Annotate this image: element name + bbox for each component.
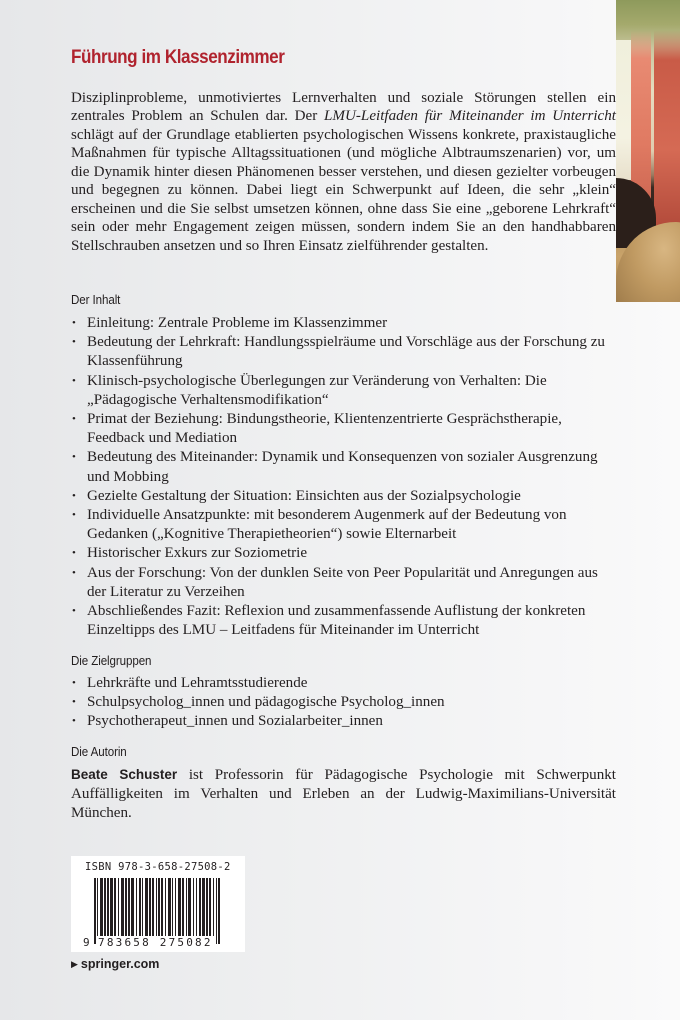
author-heading: Die Autorin — [71, 745, 127, 759]
bullet-icon: • — [72, 374, 76, 387]
list-item: • Lehrkräfte und Lehramtsstudierende — [71, 674, 616, 693]
list-item: • Bedeutung der Lehrkraft: Handlungsspielräume und Vorschläge aus der Forschung zu Klassenführung — [72, 334, 605, 370]
list-item: • Klinisch-psychologische Überlegungen zur Veränderung von Verhalten: Die „Pädagogische Verhaltensmodifikation“ — [72, 372, 547, 408]
author-name: Beate Schuster — [71, 767, 178, 782]
list-item: • Gezielte Gestaltung der Situation: Einsichten aus der Sozialpsychologie — [71, 487, 616, 506]
cover-photo-strip — [616, 0, 680, 302]
bullet-icon: • — [72, 336, 76, 349]
bullet-icon: • — [72, 489, 76, 502]
list-item: • Aus der Forschung: Von der dunklen Seite von Peer Popularität und Anregungen aus der Literatur zu Verzeihen — [72, 564, 598, 600]
springer-link[interactable]: ▶ springer.com — [71, 957, 160, 971]
contents-list — [71, 314, 616, 640]
isbn-label: ISBN 978-3-658-27508-2 — [85, 861, 231, 873]
list-item: • Individuelle Ansatzpunkte: mit besonderem Augenmerk auf der Bedeutung von Gedanken („Kognitive Therapietheorien“) sowie Elternarbeit — [72, 507, 567, 543]
play-arrow-icon: ▶ — [71, 959, 78, 969]
bullet-icon: • — [72, 509, 76, 522]
contents-heading: Der Inhalt — [71, 293, 121, 307]
list-item: • Schulpsycholog_innen und pädagogische Psycholog_innen — [71, 693, 616, 712]
bullet-icon: • — [72, 677, 76, 689]
list-item: • Einleitung: Zentrale Probleme im Klassenzimmer — [71, 314, 616, 333]
list-item: • Bedeutung des Miteinander: Dynamik und Konsequenzen von sozialer Ausgrenzung und Mobbing — [72, 449, 598, 485]
isbn-barcode: ISBN 978-3-658-27508-2 9 783658 275082 — [71, 856, 245, 952]
audience-heading: Die Zielgruppen — [71, 654, 152, 668]
bullet-icon: • — [72, 696, 76, 709]
bullet-icon: • — [72, 715, 76, 728]
list-item: • Historischer Exkurs zur Soziometrie — [71, 544, 616, 563]
list-item: • Abschließendes Fazit: Reflexion und zusammenfassende Auflistung der konkreten Einzeltipps des LMU – Leitfadens für Miteinander im Unterricht — [72, 603, 586, 639]
intro-paragraph: Disziplinprobleme, unmotiviertes Lernverhalten und soziale Störungen stellen ein zentrales Problem an Schulen dar. Der LMU-Leitfaden für Miteinander im Unterricht schlägt auf der Grundlage etablierten psychologischen Wissens konkrete, praxistaugliche Maßnahmen für typische Alltagssituationen (und mögliche Albtraumszenarien) vor, um die Dynamik hinter diesen Phänomenen besser verstehen, und diesen gezielter vorbeugen und begegnen zu können. Dabei liegt ein Schwerpunkt auf Ideen, die sehr „klein“ erscheinen und die Sie selbst umsetzen können, ohne dass Sie eine „geborene Lehrkraft“ sein oder mehr Engagement zeigen müssen, sondern indem Sie an den handhabbaren Stellschrauben ansetzen und so Ihren Einsatz zielführender gestalten. — [71, 90, 617, 254]
bullet-icon: • — [72, 605, 76, 618]
list-item: • Primat der Beziehung: Bindungstheorie, Klientenzentrierte Gesprächstherapie, Feedback und Mediation — [72, 411, 562, 447]
bullet-icon: • — [72, 413, 76, 426]
bullet-icon: • — [72, 566, 76, 579]
guide-title-italic: LMU-Leitfaden für Miteinander im Unterricht — [324, 108, 617, 125]
author-bio: Beate Schuster ist Professorin für Pädagogische Psychologie mit Schwerpunkt Auffälligkeiten im Verhalten und Erleben an der Ludwig-Maximilians-Universität München. — [71, 767, 616, 821]
book-title: Führung im Klassenzimmer — [71, 47, 285, 68]
bullet-icon: • — [72, 547, 76, 560]
bullet-icon: • — [72, 317, 76, 329]
bullet-icon: • — [72, 451, 76, 464]
audience-list — [71, 674, 616, 732]
list-item: • Psychotherapeut_innen und Sozialarbeiter_innen — [71, 712, 616, 731]
